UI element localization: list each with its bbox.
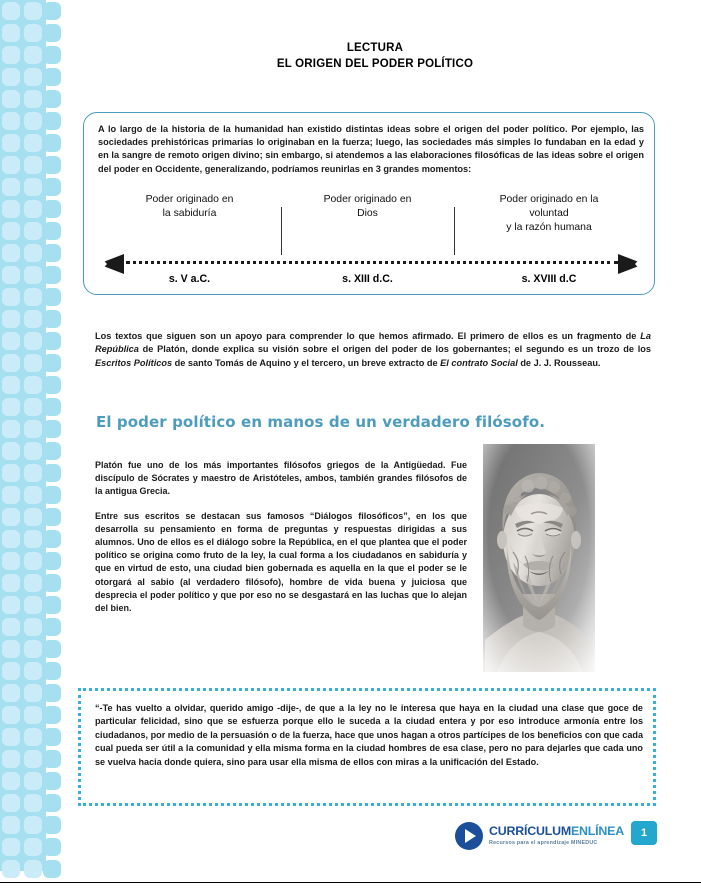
header-line-lectura: LECTURA [346,42,404,54]
band-edge-tile [43,376,61,394]
band-tile [2,552,20,570]
intro-callout-box [83,112,655,295]
band-edge-tile [43,552,61,570]
quotation-box [78,688,656,806]
band-edge-tile [43,178,61,196]
band-tile [24,838,42,856]
band-tile [2,640,20,658]
band-tile [24,68,42,86]
band-tile [24,420,42,438]
band-edge-tile [43,838,61,856]
band-tile [24,860,42,878]
band-tile [2,420,20,438]
band-edge-tile [43,486,61,504]
section-heading: El poder político en manos de un verdadero filósofo. [96,413,546,431]
timeline-arrow-left-notch [98,254,107,274]
logo-title [489,824,624,838]
band-tile [2,24,20,42]
band-edge-tile [43,288,61,306]
timeline-column-2 [281,193,454,255]
logo-title-part1: CURRÍCULUM [489,824,571,838]
band-tile [2,68,20,86]
band-tile [2,464,20,482]
timeline-label-1: s. V a.C. [168,273,211,285]
band-tile [2,112,20,130]
timeline-caption-1: Poder originado en la sabiduría [145,194,234,219]
band-tile [24,332,42,350]
band-edge-tile [43,354,61,372]
band-edge-tile [43,156,61,174]
band-tile [24,46,42,64]
band-edge-tile [43,68,61,86]
sources-seg-4: de J. J. Rousseau. [517,357,601,368]
timeline-label-3: s. XVIII d.C [521,273,577,285]
band-tile [2,596,20,614]
timeline-arrow-right-notch [635,254,644,274]
sources-italic-contrato-social: El contrato Social [440,357,518,368]
band-edge-tile [43,332,61,350]
band-tile [24,156,42,174]
band-tile [24,222,42,240]
band-tile [24,552,42,570]
decorative-left-band [0,0,46,871]
band-edge-tile [43,244,61,262]
band-tile [2,134,20,152]
timeline-column-1 [98,193,281,255]
band-tile [2,662,20,680]
band-tile [2,794,20,812]
band-tile [2,772,20,790]
band-tile [2,222,20,240]
timeline-separator-2 [454,207,455,255]
timeline-label-2: s. XIII d.C. [342,273,393,285]
play-triangle-icon [465,829,476,843]
band-tile [2,354,20,372]
band-edge-tile [43,728,61,746]
quotation-text: “-Te has vuelto a olvidar, querido amigo -dije-, de que a la ley no le interesa que haya en la ciudad una clase que goce de particular felicidad, sino que se esfuerza porque ello le suceda a la ciudad entera y por eso introduce armonía entre los ciudadanos, por medio de la persuasión o de la fuerza, hace que unos hagan a otros partícipes de los beneficios con que cada cual pueda ser útil a la comunidad y ella misma forma en la ciudad hombres de esa clase, pero no para dejarles que cada uno se vuelva hacia donde quiera, sino para usar ella misma de ellos con miras a la unificación del Estado. [95,703,643,767]
body-paragraph-2: Entre sus escritos se destacan sus famosos “Diálogos filosóficos”, en los que desarrolla su pensamiento en forma de preguntas y respuestas dirigidas a sus alumnos. Uno de ellos es el diálogo sobre la República, en el que plantea que el poder político se origina como fruto de la ley, la cual forma a los ciudadanos en sabiduría y que en virtud de esto, una ciudad bien gobernada es aquella en la que el poder se le otorgará al sabio (al verdadero filósofo), hombre de vida buena y juiciosa que desprecia el poder político y que por eso no se desgastará en las luchas que lo alejan del bien. [95,510,467,614]
band-tile [2,860,20,878]
band-edge-tile [43,200,61,218]
band-edge-tile [43,222,61,240]
band-tile [2,618,20,636]
plato-bust-image [483,444,595,672]
band-tile [24,112,42,130]
band-tile [2,332,20,350]
band-tile [24,2,42,20]
band-tile [24,464,42,482]
band-tile [2,750,20,768]
body-text-column [95,459,467,626]
band-edge-tile [43,112,61,130]
band-edge-tile [43,46,61,64]
band-tile [24,816,42,834]
band-tile [24,266,42,284]
band-tile [2,706,20,724]
page-header [80,40,670,72]
band-tile [2,288,20,306]
band-tile [24,596,42,614]
sources-seg-3: de santo Tomás de Aquino y el tercero, un breve extracto de [172,357,441,368]
band-edge-tile [43,266,61,284]
band-edge-tile [43,2,61,20]
sources-seg-2: de Platón, donde explica su visión sobre el origen del poder de los gobernantes; el segundo es un trozo de los [138,344,651,355]
band-tile [24,200,42,218]
intro-paragraph: A lo largo de la historia de la humanidad han existido distintas ideas sobre el origen del poder político. Por ejemplo, las sociedades prehistóricas primarias lo originaban en la fuerza; luego, las sociedades más simples lo fundaban en la edad y en la sangre de remoto origen divino; sin embargo, si atendemos a las elaboraciones filosóficas de las ideas sobre el origen del poder en Occidente, generalizando, podríamos reunirlas en 3 grandes momentos: [98,124,644,174]
band-edge-tile [43,90,61,108]
band-edge-tile [43,134,61,152]
band-tile [24,772,42,790]
band-tile [24,640,42,658]
band-edge-tile [43,24,61,42]
band-tile [2,530,20,548]
band-edge-tile [43,860,61,878]
band-tile [24,486,42,504]
band-edge-tile [43,706,61,724]
curriculum-play-logo-icon [455,822,483,850]
band-tile [2,244,20,262]
band-tile [2,266,20,284]
page-footer [455,820,670,854]
band-tile [2,90,20,108]
band-edge-tile [43,618,61,636]
body-paragraph-1: Platón fue uno de los más importantes filósofos griegos de la Antigüedad. Fue discípulo de Sócrates y maestro de Aristóteles, ambos, también grandes filósofos de la antigua Grecia. [95,460,467,497]
band-tile [24,574,42,592]
band-tile [24,662,42,680]
band-tile [24,24,42,42]
sources-italic-la-republica: La República [95,331,651,355]
band-edge-tile [43,662,61,680]
plato-bust-illustration [483,444,595,672]
band-tile [2,46,20,64]
band-edge-tile [43,794,61,812]
band-tile [2,684,20,702]
band-tile [24,530,42,548]
band-tile [24,134,42,152]
band-edge-tile [43,464,61,482]
band-tile [24,684,42,702]
band-edge-tile [43,420,61,438]
timeline-column-3 [454,193,644,255]
band-tile [2,200,20,218]
band-edge-tile [43,640,61,658]
header-line-title: EL ORIGEN DEL PODER POLÍTICO [276,58,474,70]
decorative-band-edge-tiles [46,0,60,871]
sources-paragraph [95,330,651,370]
timeline-diagram [98,193,644,288]
band-tile [24,750,42,768]
sources-seg-1: Los textos que siguen son un apoyo para comprender lo que hemos afirmado. El primero de ellos es un fragmento de [95,331,641,341]
band-tile [24,244,42,262]
band-tile [24,508,42,526]
band-edge-tile [43,684,61,702]
band-edge-tile [43,398,61,416]
band-tile [24,794,42,812]
logo-title-part2: ENLÍNEA [570,824,624,838]
timeline-caption-3: Poder originado en la voluntad y la razón humana [499,194,599,233]
band-tile [24,288,42,306]
band-tile [2,574,20,592]
band-tile [2,486,20,504]
page-bottom-rule [0,882,701,883]
timeline-era-labels [98,273,644,285]
band-tile [2,178,20,196]
timeline-captions [98,193,644,255]
band-tile [24,442,42,460]
curriculum-logo-text [489,824,624,847]
band-tile [2,156,20,174]
band-edge-tile [43,310,61,328]
timeline-separator-1 [281,207,282,255]
page-number-badge: 1 [631,821,657,845]
band-edge-tile [43,750,61,768]
band-edge-tile [43,596,61,614]
timeline-axis [98,255,644,271]
band-tile [2,838,20,856]
band-edge-tile [43,442,61,460]
band-tile [2,728,20,746]
timeline-caption-2: Poder originado en Dios [323,194,412,219]
band-tile [24,354,42,372]
logo-tagline: Recursos para el aprendizaje MINEDUC [489,840,598,846]
band-tile [24,376,42,394]
band-tile [2,508,20,526]
band-tile [2,398,20,416]
band-tile [24,728,42,746]
band-tile [2,376,20,394]
band-tile [24,398,42,416]
band-tile [24,706,42,724]
band-tile [2,442,20,460]
band-tile [24,310,42,328]
band-tile [24,618,42,636]
band-tile [2,2,20,20]
band-edge-tile [43,508,61,526]
band-tile [24,178,42,196]
band-edge-tile [43,574,61,592]
band-tile [2,310,20,328]
timeline-dotted-line [126,261,618,264]
band-edge-tile [43,772,61,790]
sources-italic-escritos-politicos: Escritos Políticos [95,357,173,368]
band-tile [24,90,42,108]
band-edge-tile [43,530,61,548]
band-tile [2,816,20,834]
band-edge-tile [43,816,61,834]
